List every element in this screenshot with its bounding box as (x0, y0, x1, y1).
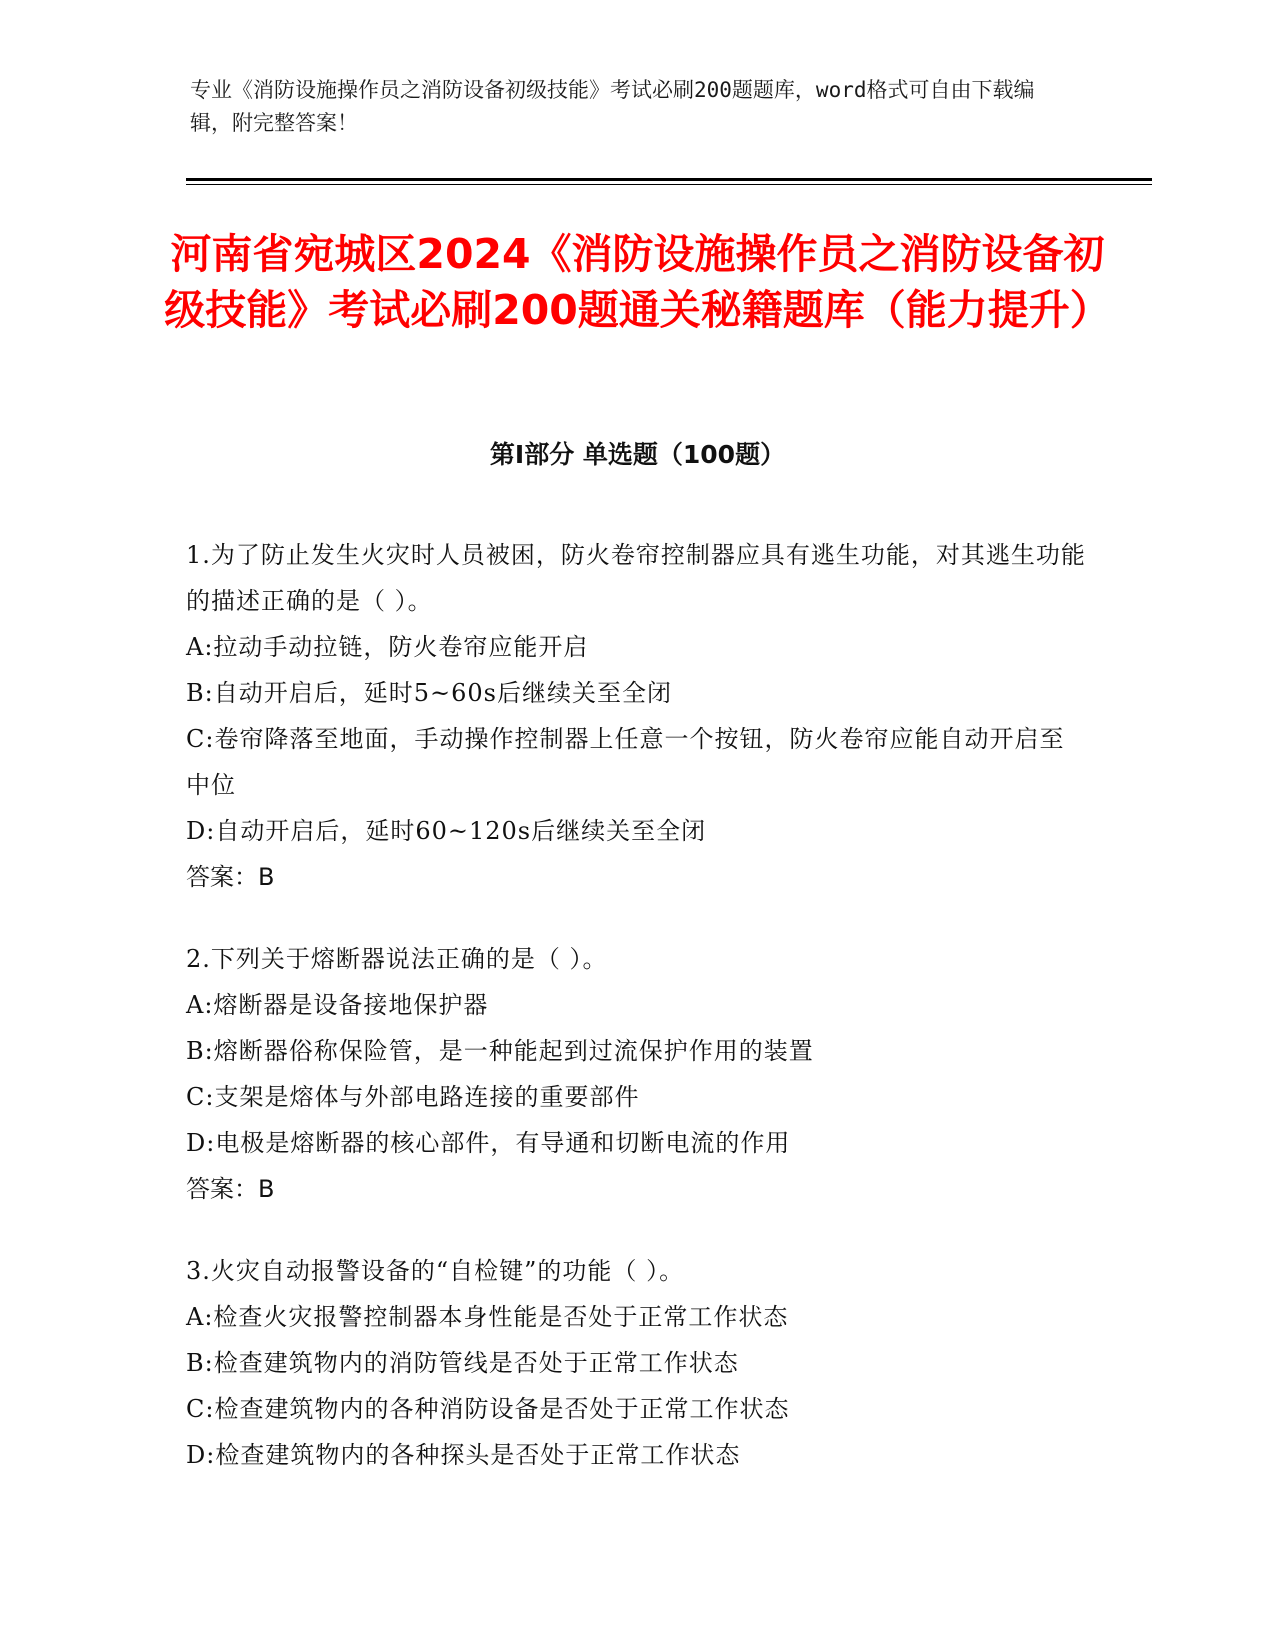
option-a: A:检查火灾报警控制器本身性能是否处于正常工作状态 (186, 1303, 789, 1331)
option-c: C:检查建筑物内的各种消防设备是否处于正常工作状态 (186, 1395, 790, 1423)
option-d: D:检查建筑物内的各种探头是否处于正常工作状态 (186, 1441, 741, 1469)
answer: 答案：B (186, 863, 275, 891)
section-heading: 第I部分 单选题（100题） (489, 440, 786, 469)
question-stem: 3.火灾自动报警设备的“自检键”的功能（ ）。 (186, 1257, 685, 1285)
header-divider-thin (186, 184, 1152, 185)
header-note: 专业《消防设施操作员之消防设备初级技能》考试必刷200题题库，word格式可自由下载编辑，附完整答案！ (190, 78, 1035, 135)
option-b: B:检查建筑物内的消防管线是否处于正常工作状态 (186, 1349, 739, 1377)
question-2 (186, 936, 1086, 1212)
question-stem: 1.为了防止发生火灾时人员被困，防火卷帘控制器应具有逃生功能，对其逃生功能的描述正确的是（ ）。 (186, 541, 1086, 615)
document-title: 河南省宛城区2024《消防设施操作员之消防设备初级技能》考试必刷200题通关秘籍题库（能力提升） (164, 230, 1111, 334)
option-a: A:拉动手动拉链，防火卷帘应能开启 (186, 633, 589, 661)
option-d: D:自动开启后，延时60~120s后继续关至全闭 (186, 817, 707, 845)
question-stem: 2.下列关于熔断器说法正确的是（ ）。 (186, 945, 608, 973)
question-1 (186, 532, 1086, 900)
option-b: B:自动开启后，延时5~60s后继续关至全闭 (186, 679, 672, 707)
option-c: C:卷帘降落至地面，手动操作控制器上任意一个按钮，防火卷帘应能自动开启至中位 (186, 725, 1065, 799)
header-divider-thick (186, 178, 1152, 181)
option-b: B:熔断器俗称保险管，是一种能起到过流保护作用的装置 (186, 1037, 814, 1065)
option-a: A:熔断器是设备接地保护器 (186, 991, 489, 1019)
answer: 答案：B (186, 1175, 275, 1203)
question-3 (186, 1248, 1086, 1478)
option-c: C:支架是熔体与外部电路连接的重要部件 (186, 1083, 640, 1111)
question-list (186, 532, 1086, 1514)
option-d: D:电极是熔断器的核心部件，有导通和切断电流的作用 (186, 1129, 791, 1157)
